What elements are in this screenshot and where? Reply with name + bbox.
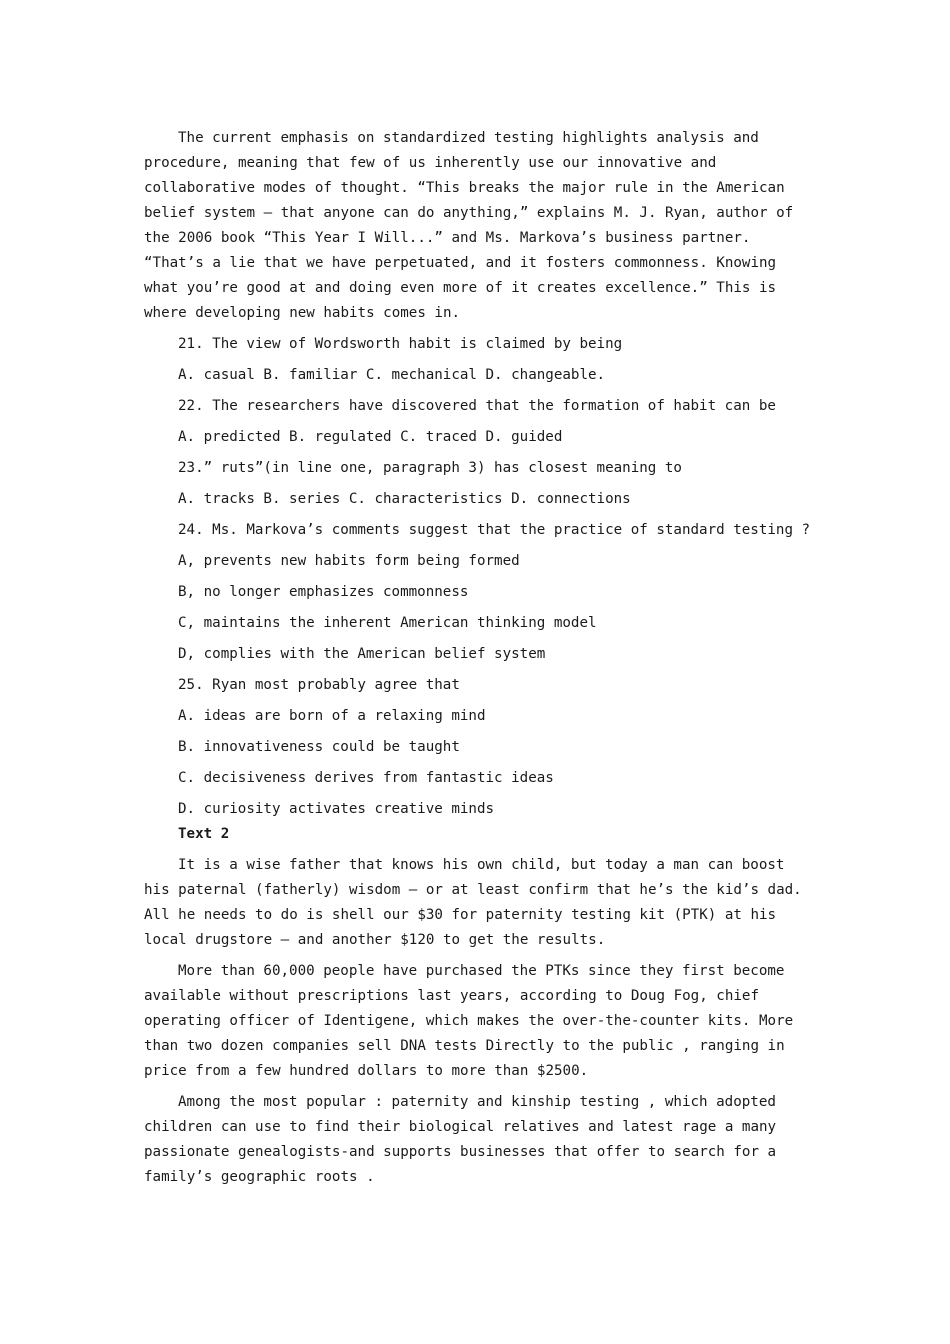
question-23 xyxy=(144,456,812,512)
option-c: C, maintains the inherent American thinking model xyxy=(178,615,597,631)
question-options: A. predicted B. regulated C. traced D. guided xyxy=(178,429,563,445)
question-options: A. tracks B. series C. characteristics D. connections xyxy=(178,491,631,507)
section-heading: Text 2 xyxy=(178,826,230,842)
passage-paragraph: The current emphasis on standardized testing highlights analysis and procedure, meaning that few of us inherently use our innovative and collaborative modes of thought. “This breaks the major rule in the American belief system — that anyone can do anything,” explains M. J. Ryan, author of the 2006 book “This Year I Will...” and Ms. Markova’s business partner. “That’s a lie that we have perpetuated, and it fosters commonness. Knowing what you’re good at and doing even more of it creates excellence.” This is where developing new habits comes in. xyxy=(144,130,794,321)
question-stem: 25. Ryan most probably agree that xyxy=(178,677,460,693)
text2-paragraph-1: It is a wise father that knows his own child, but today a man can boost his paternal (fatherly) wisdom – or at least confirm that he’s the kid’s dad. All he needs to do is shell our $30 for paternity testing kit (PTK) at his local drugstore – and another $120 to get the results. xyxy=(144,857,802,948)
question-options: A. casual B. familiar C. mechanical D. changeable. xyxy=(178,367,606,383)
question-24 xyxy=(144,518,812,667)
text2-paragraph-2: More than 60,000 people have purchased the PTKs since they first become available without prescriptions last years, according to Doug Fog, chief operating officer of Identigene, which makes the over-the-counter kits. More than two dozen companies sell DNA tests Directly to the public , ranging in price from a few hundred dollars to more than $2500. xyxy=(144,963,794,1079)
question-stem: 22. The researchers have discovered that the formation of habit can be xyxy=(178,398,776,414)
option-b: B, no longer emphasizes commonness xyxy=(178,584,469,600)
document-page xyxy=(144,126,812,1196)
option-d: D, complies with the American belief system xyxy=(178,646,546,662)
question-22 xyxy=(144,394,812,450)
option-c: C. decisiveness derives from fantastic ideas xyxy=(178,770,554,786)
text2-paragraph-3: Among the most popular : paternity and kinship testing , which adopted children can use to find their biological relatives and latest rage a many passionate genealogists-and supports businesses that offer to search for a family’s geographic roots . xyxy=(144,1094,777,1185)
option-a: A. ideas are born of a relaxing mind xyxy=(178,708,486,724)
question-stem: 24. Ms. Markova’s comments suggest that the practice of standard testing ? xyxy=(178,522,811,538)
option-b: B. innovativeness could be taught xyxy=(178,739,460,755)
question-stem: 23.” ruts”(in line one, paragraph 3) has closest meaning to xyxy=(178,460,682,476)
question-25 xyxy=(144,673,812,822)
question-21 xyxy=(144,332,812,388)
option-d: D. curiosity activates creative minds xyxy=(178,801,495,817)
question-stem: 21. The view of Wordsworth habit is claimed by being xyxy=(178,336,623,352)
option-a: A, prevents new habits form being formed xyxy=(178,553,520,569)
